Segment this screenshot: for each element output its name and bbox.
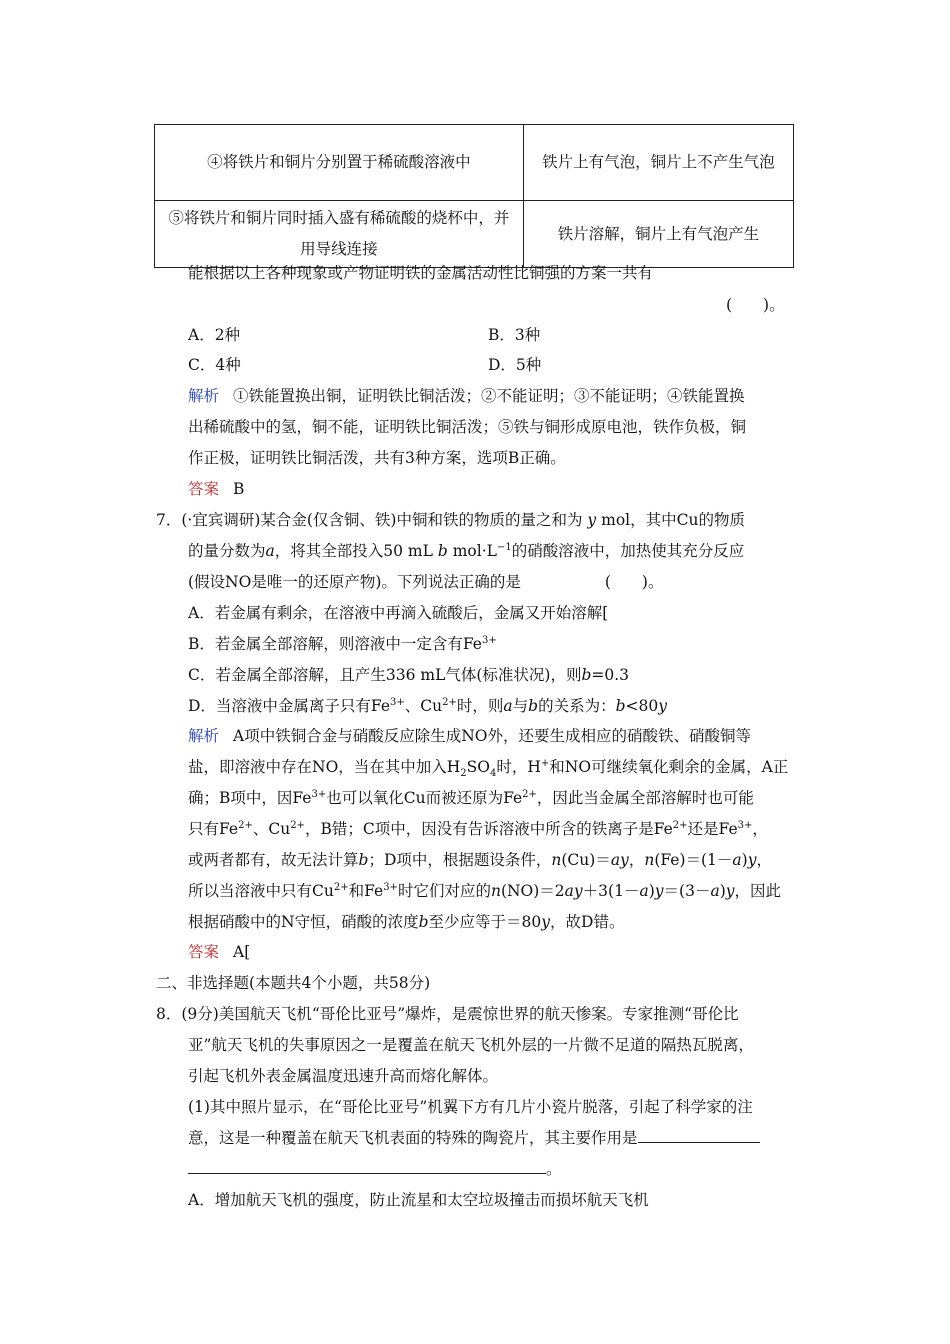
table-cell-method: ④将铁片和铜片分别置于稀硫酸溶液中 — [155, 125, 524, 201]
analysis-label: 解析 — [188, 727, 220, 745]
q6-analysis-line: 作正极，证明铁比铜活泼，共有3种方案，选项B正确。 — [188, 449, 566, 467]
q6-analysis-line: 解析 ①铁能置换出铜，证明铁比铜活泼；②不能证明；③不能证明；④铁能置换 — [188, 387, 745, 405]
q7-analysis-line: 只有$Fe^{2+}$、$Cu^{2+}$，B错；C项中，因没有告诉溶液中所含的铁离子是$Fe^{2+}$还是$Fe^{3+}$， — [188, 819, 768, 838]
answer-blank[interactable] — [638, 1128, 760, 1143]
section-heading: 二、非选择题(本题共4个小题，共58分) — [156, 974, 431, 992]
q8-line: 亚”航天飞机的失事原因之一是覆盖在航天飞机外层的一片微不足道的隔热瓦脱离， — [188, 1036, 754, 1054]
q8-line: 意，这是一种覆盖在航天飞机表面的特殊的陶瓷片，其主要作用是 — [188, 1127, 760, 1149]
q6-option-d: D．5种 — [488, 356, 542, 374]
q7-option-c: C．若金属全部溶解，且产生336 mL气体(标准状况)，则b=0.3 — [188, 666, 630, 684]
q7-option-b: B．若金属全部溶解，则溶液中一定含有$Fe^{3+}$ — [188, 634, 497, 653]
answer-label: 答案 — [188, 480, 220, 498]
q8-option-a: A．增加航天飞机的强度，防止流星和太空垃圾撞击而损坏航天飞机 — [188, 1191, 649, 1209]
q7-analysis-line: 解析 A项中铁铜合金与硝酸反应除生成NO外，还要生成相应的硝酸铁、硝酸铜等 — [188, 727, 751, 745]
answer-label: 答案 — [188, 943, 220, 961]
q7-stem-line: 的量分数为a，将其全部投入50 mL b $mol\cdot L^{-1}$的硝酸溶液中，加热使其充分反应 — [188, 541, 745, 560]
answer-blank[interactable] — [188, 1159, 546, 1174]
table-cell-method: ⑤将铁片和铜片同时插入盛有稀硫酸的烧杯中，并用导线连接 — [155, 201, 524, 268]
q6-option-b: B．3种 — [488, 326, 541, 344]
q7-analysis-line: 或两者都有，故无法计算b；D项中，根据题设条件，n(Cu)＝ay，n(Fe)＝(1－a)y， — [188, 851, 772, 869]
q7-option-d: D．当溶液中金属离子只有$Fe^{3+}$、$Cu^{2+}$时，则a与b的关系为：b<80y — [188, 696, 668, 715]
q7-analysis-line: 盐，即溶液中存在NO，当在其中加入$H_2SO_4$时，H+和NO可继续氧化剩余的金属，A正 — [188, 757, 789, 780]
q6-answer: 答案 B — [188, 480, 245, 498]
table-row — [155, 125, 794, 201]
q8-line: (1)其中照片显示，在“哥伦比亚号”机翼下方有几片小瓷片脱落，引起了科学家的注 — [188, 1098, 753, 1116]
q8-line: 8．(9分)美国航天飞机“哥伦比亚号”爆炸，是震惊世界的航天惨案。专家推测“哥伦比 — [156, 1005, 739, 1023]
table-row — [155, 201, 794, 268]
q8-blank-line: 。 — [188, 1158, 562, 1180]
table-cell-result: 铁片溶解，铜片上有气泡产生 — [523, 201, 793, 268]
q7-analysis-line: 确；B项中，因$Fe^{3+}$也可以氧化Cu而被还原为$Fe^{2+}$，因此当金属全部溶解时也可能 — [188, 788, 754, 807]
table-cell-result: 铁片上有气泡，铜片上不产生气泡 — [523, 125, 793, 201]
q8-line: 引起飞机外表金属温度迅速升高而熔化解体。 — [188, 1067, 499, 1085]
q7-bracket: ( )。 — [604, 573, 664, 591]
q6-stem: 能根据以上各种现象或产物证明铁的金属活动性比铜强的方案一共有 — [188, 264, 654, 282]
q7-stem-line: (假设NO是唯一的还原产物)。下列说法正确的是 ( )。 — [188, 573, 664, 591]
q7-analysis-line: 所以当溶液中只有$Cu^{2+}$和$Fe^{3+}$时它们对应的n(NO)＝2ay＋3(1－a)y＝(3－a)y，因此 — [188, 881, 782, 900]
q6-option-a: A．2种 — [188, 326, 241, 344]
analysis-label: 解析 — [188, 387, 220, 405]
q7-analysis-line: 根据硝酸中的N守恒，硝酸的浓度b至少应等于＝80y，故D错。 — [188, 913, 625, 931]
q7-stem-line: 7．(·宜宾调研)某合金(仅含铜、铁)中铜和铁的物质的量之和为 y mol，其中Cu的物质 — [156, 511, 745, 529]
q6-bracket: ( )。 — [726, 296, 785, 314]
experiment-table — [154, 124, 794, 268]
q7-answer: 答案 A[ — [188, 943, 251, 961]
q6-analysis-line: 出稀硫酸中的氢，铜不能，证明铁比铜活泼；⑤铁与铜形成原电池，铁作负极，铜 — [188, 418, 747, 436]
q7-option-a: A．若金属有剩余，在溶液中再滴入硫酸后，金属又开始溶解[ — [188, 604, 609, 622]
q6-option-c: C．4种 — [188, 356, 241, 374]
